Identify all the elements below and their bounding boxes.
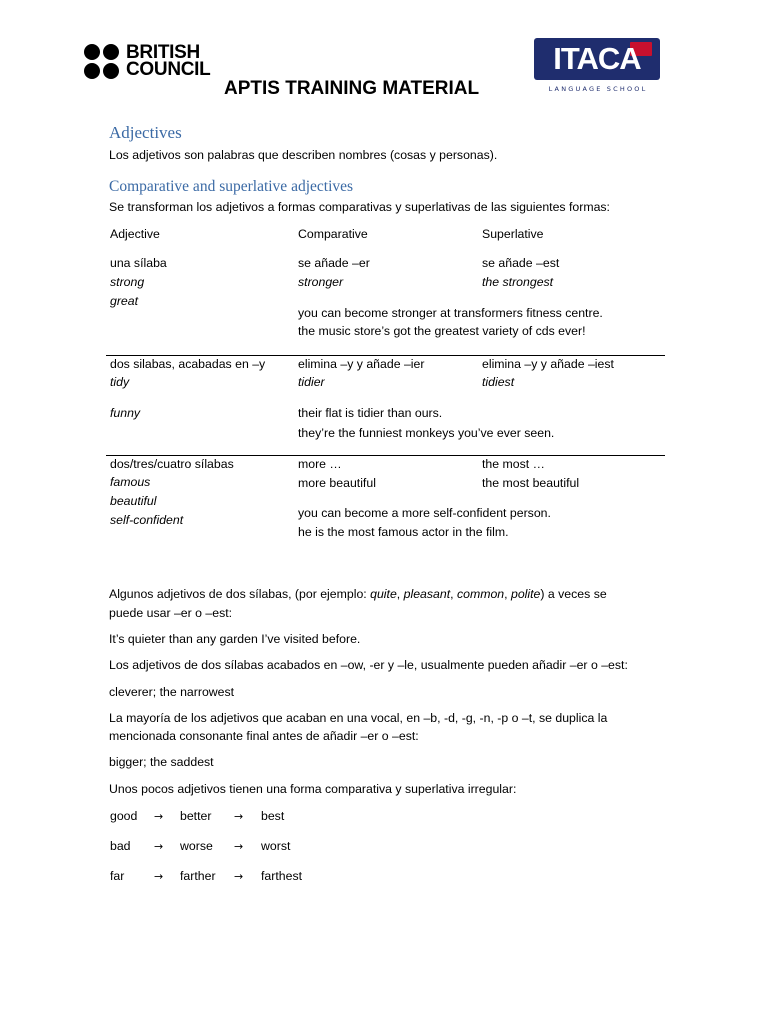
- example-sentence: he is the most famous actor in the film.: [298, 525, 509, 539]
- itaca-logo: ITACA LANGUAGE SCHOOL: [534, 38, 662, 98]
- document-title: APTIS TRAINING MATERIAL: [224, 78, 480, 99]
- note-two-syllables: Algunos adjetivos de dos sílabas, (por ejemplo: quite, pleasant, common, polite) a veces se: [109, 587, 607, 601]
- adjective-word: tidy: [110, 375, 130, 389]
- arrow-icon: →: [154, 840, 164, 853]
- rule-one-syllable: una sílaba: [110, 256, 167, 270]
- irregular-superlative: farthest: [261, 869, 303, 883]
- british-council-dots-icon: [84, 44, 120, 80]
- table-divider: [106, 455, 665, 456]
- arrow-icon: →: [234, 840, 244, 853]
- arrow-icon: →: [234, 870, 244, 883]
- comparative-example: more beautiful: [298, 476, 376, 490]
- note-two-syllables-cont: puede usar –er o –est:: [109, 606, 233, 620]
- section-heading: Adjectives: [109, 123, 182, 142]
- example-words: bigger; the saddest: [109, 755, 214, 769]
- superlative-example: the strongest: [482, 275, 554, 289]
- note-irregular: Unos pocos adjetivos tienen una forma comparativa y superlativa irregular:: [109, 782, 517, 796]
- irregular-base: good: [110, 809, 138, 823]
- subsection-intro: Se transforman los adjetivos a formas comparativas y superlativas de las siguientes formas:: [109, 200, 610, 214]
- superlative-rule: the most …: [482, 457, 545, 471]
- arrow-icon: →: [154, 870, 164, 883]
- arrow-icon: →: [234, 810, 244, 823]
- rule-two-syllables-y: dos silabas, acabadas en –y: [110, 357, 266, 371]
- rule-multi-syllable: dos/tres/cuatro sílabas: [110, 457, 234, 471]
- british-council-wordmark: BRITISH COUNCIL: [126, 42, 211, 80]
- example-sentence: you can become stronger at transformers fitness centre.: [298, 306, 603, 320]
- example-words: cleverer; the narrowest: [109, 685, 235, 699]
- example-sentence: you can become a more self-confident person.: [298, 506, 551, 520]
- comparative-rule: elimina –y y añade –ier: [298, 357, 425, 371]
- superlative-example: tidiest: [482, 375, 515, 389]
- note-ow-er-le: Los adjetivos de dos sílabas acabados en –ow, -er y –le, usualmente pueden añadir –er o –est:: [109, 658, 628, 672]
- subsection-heading: Comparative and superlative adjectives: [109, 178, 354, 195]
- section-intro: Los adjetivos son palabras que describen nombres (cosas y personas).: [109, 148, 498, 162]
- superlative-rule: se añade –est: [482, 256, 560, 270]
- irregular-base: bad: [110, 839, 131, 853]
- arrow-icon: →: [154, 810, 164, 823]
- example-sentence: the music store’s got the greatest variety of cds ever!: [298, 324, 586, 338]
- table-divider: [106, 355, 665, 356]
- comparative-example: tidier: [298, 375, 325, 389]
- british-council-logo: [84, 44, 224, 82]
- superlative-rule: elimina –y y añade –iest: [482, 357, 614, 371]
- col-header-adjective: Adjective: [110, 227, 160, 241]
- irregular-superlative: best: [261, 809, 285, 823]
- itaca-subtitle: LANGUAGE SCHOOL: [548, 85, 648, 93]
- comparative-rule: more …: [298, 457, 342, 471]
- adjective-word: famous: [110, 475, 151, 489]
- irregular-base: far: [110, 869, 125, 883]
- example-sentence: their flat is tidier than ours.: [298, 406, 443, 420]
- adjective-word: self-confident: [110, 513, 184, 527]
- adjective-word: great: [110, 294, 139, 308]
- irregular-comparative: worse: [180, 839, 213, 853]
- adjective-word: beautiful: [110, 494, 157, 508]
- note-doubling: La mayoría de los adjetivos que acaban en una vocal, en –b, -d, -g, -n, -p o –t, se duplica la: [109, 711, 608, 725]
- note-doubling-cont: mencionada consonante final antes de añadir –er o –est:: [109, 729, 419, 743]
- comparative-example: stronger: [298, 275, 344, 289]
- adjective-word: strong: [110, 275, 145, 289]
- irregular-comparative: farther: [180, 869, 216, 883]
- comparative-rule: se añade –er: [298, 256, 370, 270]
- example-sentence: they’re the funniest monkeys you’ve ever seen.: [298, 426, 555, 440]
- superlative-example: the most beautiful: [482, 476, 580, 490]
- irregular-comparative: better: [180, 809, 212, 823]
- col-header-comparative: Comparative: [298, 227, 368, 241]
- col-header-superlative: Superlative: [482, 227, 544, 241]
- example-sentence: It’s quieter than any garden I’ve visited before.: [109, 632, 361, 646]
- adjective-word: funny: [110, 406, 141, 420]
- irregular-superlative: worst: [261, 839, 291, 853]
